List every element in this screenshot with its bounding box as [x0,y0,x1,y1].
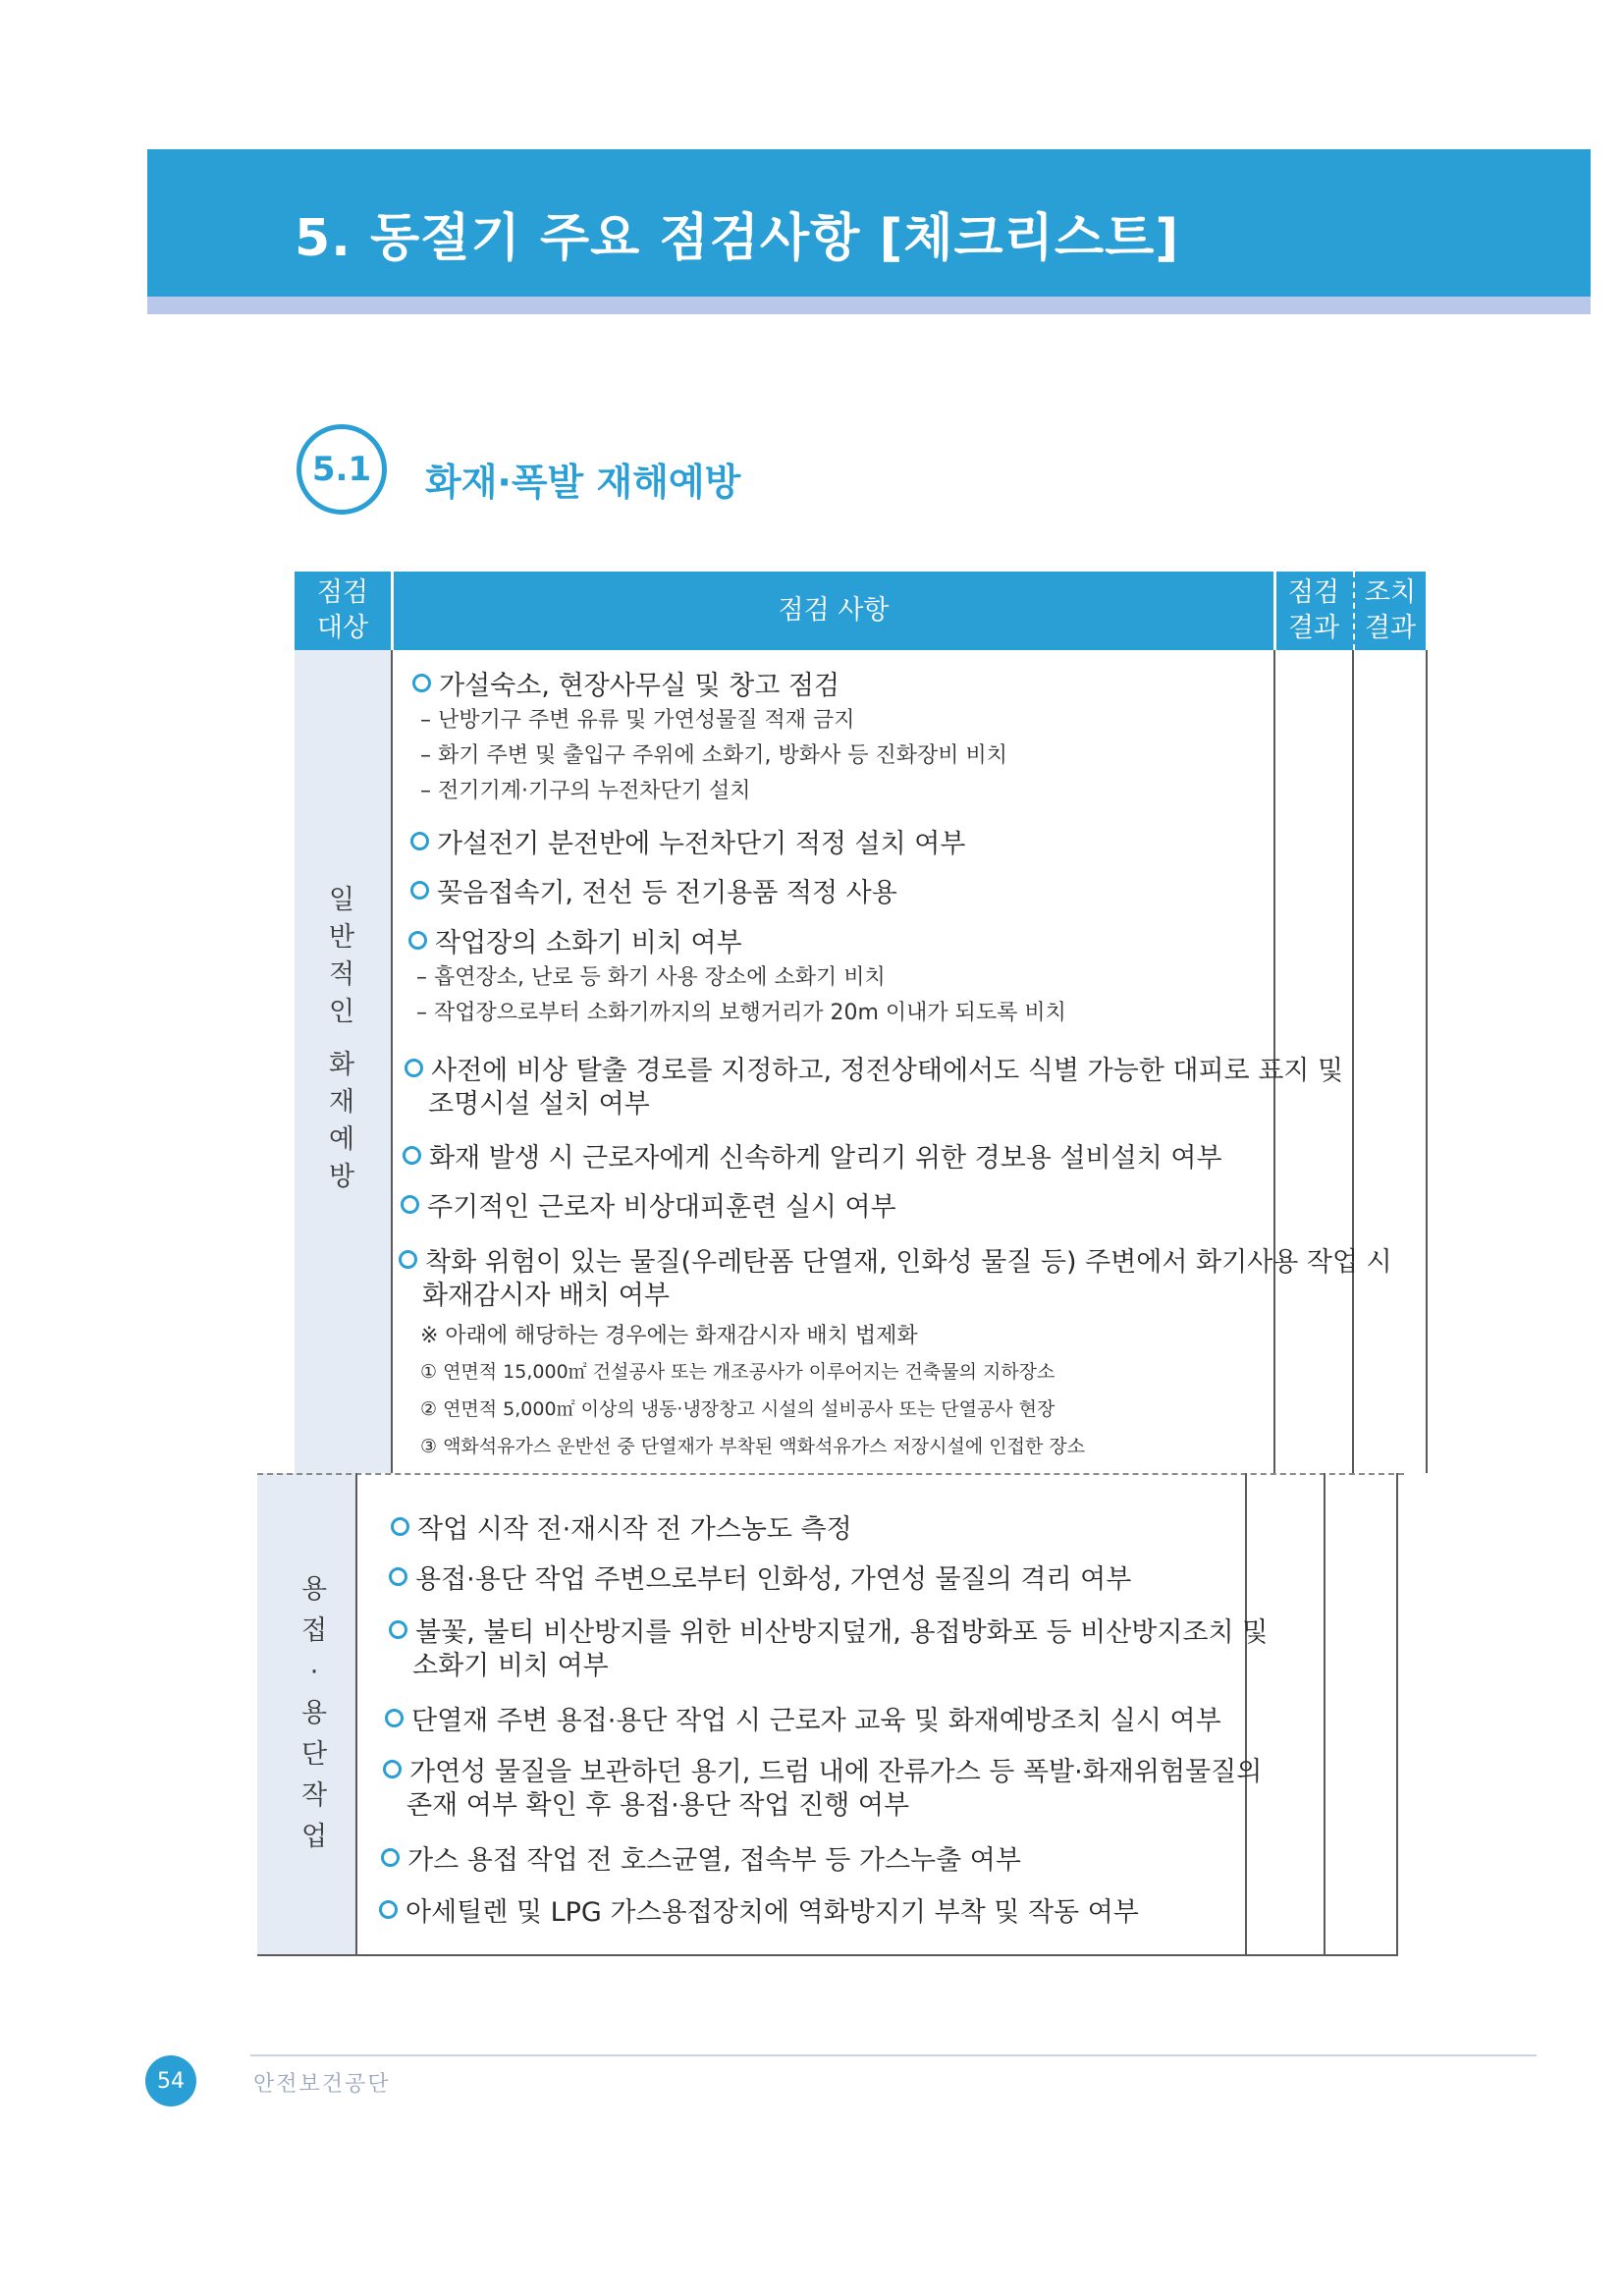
category-label-general [312,882,371,1196]
section-title: 화재·폭발 재해예방 [425,461,741,504]
footer-organization: 안전보건공단 [253,2072,391,2097]
category-char: 화 [328,1050,355,1080]
category-char: 용 [300,1698,328,1728]
group-divider [257,1473,1404,1475]
category-char: 용 [300,1574,328,1605]
page-title: 5. 동절기 주요 점검사항 [체크리스트] [295,209,1180,268]
circle-bullet-icon [410,832,429,850]
grid-line [1426,650,1428,1473]
circle-bullet-icon [410,881,429,900]
header-items-label: 점검 사항 [778,595,890,626]
check-item-text: 착화 위험이 있는 물질(우레탄폼 단열재, 인화성 물질 등) 주변에서 화기사용 작업 시 [425,1247,1392,1278]
check-item [381,1838,1021,1877]
header-target-line1: 점검 [316,577,369,608]
grid-line [1352,650,1354,1473]
header-result-line1: 점검 [1287,577,1340,608]
circle-bullet-icon [412,674,431,692]
category-char: 반 [328,922,355,953]
category-char: 인 [328,997,355,1027]
circle-bullet-icon [389,1567,407,1586]
check-item [379,1890,1139,1929]
check-item-text: 화재 발생 시 근로자에게 신속하게 알리기 위한 경보용 설비설치 여부 [429,1143,1222,1174]
note-item: ② 연면적 5,000㎡ 이상의 냉동·냉장창고 시설의 설비공사 또는 단열공사 현장 [420,1398,1055,1420]
header-items [394,572,1273,650]
header-target [295,572,391,650]
header-action-line1: 조치 [1364,577,1417,608]
circle-bullet-icon [389,1620,407,1639]
category-char: 작 [300,1780,328,1811]
circle-bullet-icon [379,1900,398,1919]
check-item-text: 주기적인 근로자 비상대피훈련 실시 여부 [427,1192,896,1223]
grid-line [1396,1473,1398,1956]
check-item [391,1507,852,1546]
check-item [401,1185,896,1224]
section-number-badge: 5.1 [297,424,387,515]
category-char: 방 [328,1162,355,1192]
page-number: 54 [145,2055,196,2106]
check-item-continuation: 소화기 비치 여부 [412,1651,609,1681]
check-item-text: 단열재 주변 용접·용단 작업 시 근로자 교육 및 화재예방조치 실시 여부 [411,1706,1221,1736]
header-action [1355,572,1426,650]
table-bottom-border [257,1954,1398,1956]
sub-item: – 전기기계·기구의 누전차단기 설치 [420,779,751,803]
note-item: ① 연면적 15,000㎡ 건설공사 또는 개조공사가 이루어지는 건축물의 지하장소 [420,1361,1055,1383]
category-char: · [309,1657,319,1687]
check-item-text: 작업 시작 전·재시작 전 가스농도 측정 [417,1514,852,1545]
category-label-welding [285,1569,344,1858]
circle-bullet-icon [403,1146,421,1165]
grid-line [391,650,393,1473]
check-item-text: 사전에 비상 탈출 경로를 지정하고, 정전상태에서도 식별 가능한 대피로 표지 및 [431,1056,1344,1086]
circle-bullet-icon [383,1760,402,1778]
note-item: ③ 액화석유가스 운반선 중 단열재가 부착된 액화석유가스 저장시설에 인접한 장소 [420,1436,1086,1457]
category-char: 재 [328,1087,355,1118]
header-result [1276,572,1351,650]
check-item [412,664,839,702]
footer-rule [250,2054,1537,2056]
check-item-text: 가설전기 분전반에 누전차단기 적정 설치 여부 [437,829,966,859]
sub-item: – 화기 주변 및 출입구 주위에 소화기, 방화사 등 진화장비 비치 [420,743,1007,768]
note-line: ※ 아래에 해당하는 경우에는 화재감시자 배치 법제화 [420,1324,918,1348]
check-item-continuation: 조명시설 설치 여부 [428,1089,650,1120]
check-item-text: 불꽃, 불티 비산방지를 위한 비산방지덮개, 용접방화포 등 비산방지조치 및 [415,1617,1269,1648]
category-char: 예 [328,1124,355,1155]
check-item-text: 가설숙소, 현장사무실 및 창고 점검 [439,671,840,701]
category-char: 단 [300,1739,328,1770]
header-result-line2: 결과 [1287,613,1340,643]
circle-bullet-icon [381,1848,400,1867]
circle-bullet-icon [385,1709,404,1727]
check-item [389,1558,1131,1596]
grid-line [1324,1473,1325,1954]
check-item-continuation: 존재 여부 확인 후 용접·용단 작업 진행 여부 [406,1790,910,1821]
check-item-text: 꽂음접속기, 전선 등 전기용품 적정 사용 [437,878,897,908]
header-target-line2: 대상 [316,613,369,643]
category-char: 적 [328,959,355,990]
circle-bullet-icon [391,1517,409,1536]
circle-bullet-icon [401,1195,419,1214]
circle-bullet-icon [408,931,427,950]
check-item-continuation: 화재감시자 배치 여부 [422,1281,670,1311]
sub-item: – 난방기구 주변 유류 및 가연성물질 적재 금지 [420,708,855,733]
sub-item: – 흡연장소, 난로 등 화기 사용 장소에 소화기 비치 [416,965,886,990]
header-action-line2: 결과 [1364,613,1417,643]
category-char: 일 [328,885,355,915]
check-item [410,822,965,860]
table-header [295,572,1426,650]
grid-line [355,1473,357,1954]
check-item-text: 작업장의 소화기 비치 여부 [435,928,742,958]
category-char: 접 [300,1615,328,1646]
check-item-text: 가연성 물질을 보관하던 용기, 드럼 내에 잔류가스 등 폭발·화재위험물질의 [409,1757,1263,1787]
circle-bullet-icon [399,1250,417,1269]
sub-item: – 작업장으로부터 소화기까지의 보행거리가 20m 이내가 되도록 비치 [416,1001,1066,1025]
circle-bullet-icon [405,1059,423,1077]
check-item-text: 가스 용접 작업 전 호스균열, 접속부 등 가스누출 여부 [407,1845,1021,1876]
check-item-text: 용접·용단 작업 주변으로부터 인화성, 가연성 물질의 격리 여부 [415,1564,1132,1595]
grid-line [1245,1473,1247,1954]
banner-stripe [147,297,1591,314]
check-item [408,921,742,959]
check-item [403,1136,1222,1175]
check-item [385,1699,1221,1737]
check-item-text: 아세틸렌 및 LPG 가스용접장치에 역화방지기 부착 및 작동 여부 [406,1897,1139,1928]
category-char: 업 [300,1822,328,1852]
check-item [410,871,897,909]
